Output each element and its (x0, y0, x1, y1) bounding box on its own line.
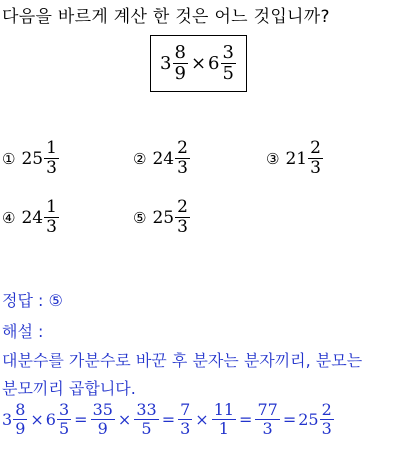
sol-term3-numerator: 35 (92, 400, 113, 419)
problem-box (150, 35, 247, 92)
choice-5-fraction (175, 199, 190, 237)
sol-term2-numerator: 3 (58, 400, 70, 419)
choice-3-whole: 21 (285, 148, 308, 169)
sol-term8-fraction (320, 402, 334, 437)
sol-term1-denominator: 9 (15, 418, 26, 438)
explanation-label: 해설 : (2, 322, 44, 341)
problem-a-fraction (173, 41, 188, 84)
problem-b-fraction (221, 41, 236, 84)
sol-term8-numerator: 2 (321, 400, 332, 419)
explanation-line-2: 분모끼리 곱합니다. (2, 379, 136, 398)
problem-expression (160, 41, 237, 84)
choice-1-denominator: 3 (46, 157, 57, 178)
problem-a-denominator: 9 (174, 62, 186, 84)
sol-term7-fraction (255, 402, 279, 437)
problem-a-whole: 3 (160, 53, 172, 74)
choice-2-whole: 24 (152, 148, 175, 169)
choice-4-mark: ④ (2, 208, 16, 227)
choice-2[interactable] (133, 140, 191, 178)
choice-3-denominator: 3 (310, 157, 321, 178)
choice-2-mark: ② (133, 149, 147, 168)
problem-b-denominator: 5 (222, 62, 234, 84)
sol-term4-numerator: 33 (136, 400, 157, 419)
solution-expression (2, 402, 335, 437)
explanation-line-1: 대분수를 가분수로 바꾼 후 분자는 분자끼리, 분모는 (2, 351, 363, 370)
problem-b-numerator: 3 (222, 41, 234, 63)
sol-term8-whole: 25 (298, 410, 319, 430)
sol-term6-denominator: 1 (218, 418, 229, 438)
sol-term5-denominator: 3 (180, 418, 191, 438)
sol-term5-fraction (178, 402, 192, 437)
sol-times-2: × (117, 410, 132, 430)
sol-times-1: × (30, 410, 44, 430)
problem-b-whole: 6 (208, 53, 220, 74)
choice-3-mark: ③ (266, 149, 280, 168)
sol-term8-denominator: 3 (321, 418, 332, 438)
sol-term7-numerator: 77 (257, 400, 278, 419)
sol-term1-whole: 3 (2, 410, 13, 430)
sol-term4-fraction (134, 402, 158, 437)
choice-5-denominator: 3 (177, 216, 188, 237)
sol-term6-fraction (212, 402, 236, 437)
choice-4[interactable] (2, 199, 60, 237)
choice-4-fraction (44, 199, 59, 237)
problem-a-numerator: 8 (174, 41, 186, 63)
sol-term4-denominator: 5 (141, 418, 152, 438)
sol-equals-1: = (74, 410, 88, 430)
answer-label: 정답 : ⑤ (2, 291, 63, 310)
choice-4-whole: 24 (21, 207, 44, 228)
question-text: 다음을 바르게 계산 한 것은 어느 것입니까? (2, 7, 330, 27)
problem-operator: × (190, 53, 207, 74)
sol-term6-numerator: 11 (213, 400, 235, 419)
sol-term1-numerator: 8 (15, 400, 26, 419)
sol-term2-denominator: 5 (58, 418, 70, 438)
sol-term2-whole: 6 (45, 410, 56, 430)
choice-3-numerator: 2 (310, 138, 321, 158)
choice-5-numerator: 2 (177, 197, 188, 217)
sol-times-3: × (195, 410, 209, 430)
choice-1-numerator: 1 (46, 138, 57, 158)
choice-2-numerator: 2 (177, 138, 188, 158)
choice-2-fraction (175, 140, 190, 178)
sol-term2-fraction (57, 402, 71, 437)
sol-equals-3: = (239, 410, 253, 430)
choice-1-mark: ① (2, 149, 16, 168)
sol-term7-denominator: 3 (262, 418, 273, 438)
choice-1[interactable] (2, 140, 60, 178)
choice-1-whole: 25 (21, 148, 44, 169)
sol-term3-denominator: 9 (97, 418, 108, 438)
choice-5-whole: 25 (152, 207, 175, 228)
choice-5-mark: ⑤ (133, 208, 147, 227)
sol-equals-4: = (282, 410, 297, 430)
choice-1-fraction (44, 140, 59, 178)
choice-4-numerator: 1 (46, 197, 57, 217)
sol-term5-numerator: 7 (180, 400, 191, 419)
sol-term1-fraction (13, 402, 27, 437)
choice-4-denominator: 3 (46, 216, 57, 237)
choice-2-denominator: 3 (177, 157, 188, 178)
sol-equals-2: = (161, 410, 176, 430)
sol-term3-fraction (91, 402, 115, 437)
choice-3-fraction (308, 140, 323, 178)
choice-3[interactable] (266, 140, 324, 178)
choice-5[interactable] (133, 199, 191, 237)
